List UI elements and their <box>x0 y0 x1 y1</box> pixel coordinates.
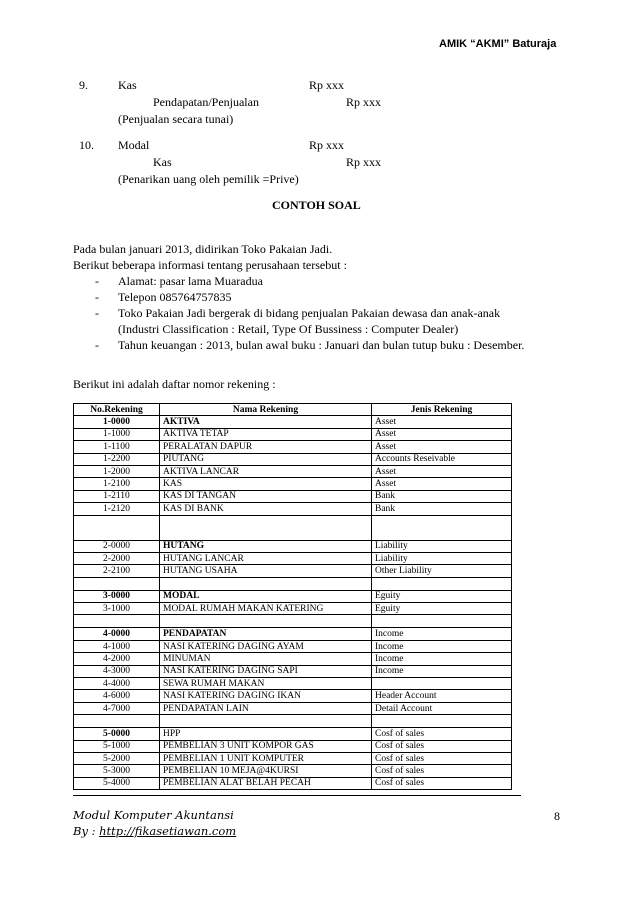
account-number: 4-1000 <box>74 640 160 652</box>
table-spacer-row <box>74 715 512 728</box>
credit-amount: Rp xxx <box>346 155 382 169</box>
account-number: 4-6000 <box>74 690 160 702</box>
account-number: 3-1000 <box>74 603 160 615</box>
table-row <box>74 690 512 702</box>
account-number: 2-2000 <box>74 552 160 564</box>
account-number: 4-7000 <box>74 702 160 714</box>
table-row <box>74 428 512 440</box>
account-name: SEWA RUMAH MAKAN <box>160 678 372 690</box>
account-name: HUTANG LANCAR <box>160 552 372 564</box>
bullet-marker: - <box>95 306 99 320</box>
account-number: 2-0000 <box>74 540 160 552</box>
account-type: Cosf of sales <box>372 765 512 777</box>
account-name: MINUMAN <box>160 653 372 665</box>
bullet-classification: (Industri Classification : Retail, Type Of Bussiness : Computer Dealer) <box>118 322 459 336</box>
account-type: Header Account <box>372 690 512 702</box>
account-name: PEMBELIAN 1 UNIT KOMPUTER <box>160 752 372 764</box>
account-number: 5-4000 <box>74 777 160 789</box>
account-type: Liability <box>372 540 512 552</box>
table-row <box>74 665 512 677</box>
account-number: 1-2120 <box>74 503 160 515</box>
table-row <box>74 603 512 615</box>
section-title: CONTOH SOAL <box>272 198 361 212</box>
account-type: Income <box>372 665 512 677</box>
bullet-marker: - <box>95 338 99 352</box>
table-spacer-row <box>74 515 512 540</box>
table-row <box>74 728 512 740</box>
account-type: Income <box>372 653 512 665</box>
account-name: AKTIVA LANCAR <box>160 465 372 477</box>
account-name: PIUTANG <box>160 453 372 465</box>
account-type <box>372 678 512 690</box>
table-row <box>74 540 512 552</box>
entry-note: (Penarikan uang oleh pemilik =Prive) <box>118 172 299 186</box>
table-row <box>74 565 512 577</box>
account-type: Asset <box>372 416 512 428</box>
table-row <box>74 503 512 515</box>
account-name: PEMBELIAN 10 MEJA@4KURSI <box>160 765 372 777</box>
account-name: AKTIVA TETAP <box>160 428 372 440</box>
account-type: Eguity <box>372 603 512 615</box>
debit-amount: Rp xxx <box>309 138 345 152</box>
table-spacer-row <box>74 577 512 590</box>
account-number: 5-2000 <box>74 752 160 764</box>
table-row <box>74 752 512 764</box>
page-header-title: AMIK “AKMI” Baturaja <box>439 38 557 50</box>
account-number: 4-4000 <box>74 678 160 690</box>
account-number: 1-0000 <box>74 416 160 428</box>
table-row <box>74 765 512 777</box>
account-number: 4-3000 <box>74 665 160 677</box>
account-name: KAS DI TANGAN <box>160 490 372 502</box>
credit-account: Kas <box>153 155 172 169</box>
account-type: Asset <box>372 441 512 453</box>
debit-account: Kas <box>118 78 137 92</box>
table-row <box>74 678 512 690</box>
table-row <box>74 478 512 490</box>
account-number: 1-2110 <box>74 490 160 502</box>
account-name: NASI KATERING DAGING AYAM <box>160 640 372 652</box>
bullet-fiscal-year: Tahun keuangan : 2013, bulan awal buku : Januari dan bulan tutup buku : Desember. <box>118 338 525 352</box>
credit-amount: Rp xxx <box>346 95 382 109</box>
account-name: NASI KATERING DAGING SAPI <box>160 665 372 677</box>
account-type: Cosf of sales <box>372 740 512 752</box>
account-number: 5-0000 <box>74 728 160 740</box>
account-list-intro: Berikut ini adalah daftar nomor rekening : <box>73 377 276 391</box>
column-header: Nama Rekening <box>160 404 372 416</box>
account-type: Eguity <box>372 590 512 602</box>
account-name: HUTANG USAHA <box>160 565 372 577</box>
table-row <box>74 465 512 477</box>
account-number: 1-2200 <box>74 453 160 465</box>
bullet-marker: - <box>95 290 99 304</box>
table-row <box>74 416 512 428</box>
intro-line-2: Berikut beberapa informasi tentang perusahaan tersebut : <box>73 258 347 272</box>
account-name: KAS <box>160 478 372 490</box>
table-row <box>74 640 512 652</box>
account-type: Asset <box>372 465 512 477</box>
column-header: Jenis Rekening <box>372 404 512 416</box>
debit-amount: Rp xxx <box>309 78 345 92</box>
table-header-row <box>74 404 512 416</box>
account-type: Cosf of sales <box>372 728 512 740</box>
account-type: Bank <box>372 490 512 502</box>
bullet-phone: Telepon 085764757835 <box>118 290 232 304</box>
bullet-address: Alamat: pasar lama Muaradua <box>118 274 263 288</box>
account-number: 3-0000 <box>74 590 160 602</box>
account-type: Accounts Reseivable <box>372 453 512 465</box>
account-type: Liability <box>372 552 512 564</box>
table-row <box>74 628 512 640</box>
page-number: 8 <box>554 809 560 823</box>
table-row <box>74 777 512 789</box>
account-number: 5-1000 <box>74 740 160 752</box>
account-type: Income <box>372 628 512 640</box>
account-number: 1-1000 <box>74 428 160 440</box>
account-name: AKTIVA <box>160 416 372 428</box>
account-number: 4-0000 <box>74 628 160 640</box>
credit-account: Pendapatan/Penjualan <box>153 95 259 109</box>
account-type: Detail Account <box>372 702 512 714</box>
account-name: NASI KATERING DAGING IKAN <box>160 690 372 702</box>
table-row <box>74 590 512 602</box>
account-name: PEMBELIAN 3 UNIT KOMPOR GAS <box>160 740 372 752</box>
footer-website-link[interactable]: http://fikasetiawan.com <box>99 824 237 838</box>
table-row <box>74 441 512 453</box>
entry-number: 10. <box>79 138 94 152</box>
table-row <box>74 490 512 502</box>
account-type: Bank <box>372 503 512 515</box>
entry-number: 9. <box>79 78 88 92</box>
table-row <box>74 740 512 752</box>
table-row <box>74 702 512 714</box>
account-name: MODAL RUMAH MAKAN KATERING <box>160 603 372 615</box>
footer-author <box>73 823 236 839</box>
account-name: PENDAPATAN LAIN <box>160 702 372 714</box>
entry-note: (Penjualan secara tunai) <box>118 112 234 126</box>
account-name: PERALATAN DAPUR <box>160 441 372 453</box>
account-number: 1-1100 <box>74 441 160 453</box>
account-number: 1-2100 <box>74 478 160 490</box>
footer-module-title: Modul Komputer Akuntansi <box>73 808 234 822</box>
account-type: Cosf of sales <box>372 752 512 764</box>
account-name: KAS DI BANK <box>160 503 372 515</box>
table-row <box>74 653 512 665</box>
account-number: 1-2000 <box>74 465 160 477</box>
account-name: PEMBELIAN ALAT BELAH PECAH <box>160 777 372 789</box>
account-type: Income <box>372 640 512 652</box>
debit-account: Modal <box>118 138 150 152</box>
table-row <box>74 552 512 564</box>
account-table <box>73 403 512 790</box>
footer-by-label: By : <box>73 824 100 838</box>
bullet-business: Toko Pakaian Jadi bergerak di bidang penjualan Pakaian dewasa dan anak-anak <box>118 306 501 320</box>
account-name: HPP <box>160 728 372 740</box>
bullet-marker: - <box>95 274 99 288</box>
account-type: Asset <box>372 428 512 440</box>
account-type: Cosf of sales <box>372 777 512 789</box>
account-number: 5-3000 <box>74 765 160 777</box>
account-name: PENDAPATAN <box>160 628 372 640</box>
table-spacer-row <box>74 615 512 628</box>
intro-line-1: Pada bulan januari 2013, didirikan Toko Pakaian Jadi. <box>73 242 333 256</box>
column-header: No.Rekening <box>74 404 160 416</box>
table-row <box>74 453 512 465</box>
footer-divider <box>73 795 521 796</box>
account-name: MODAL <box>160 590 372 602</box>
account-number: 4-2000 <box>74 653 160 665</box>
account-name: HUTANG <box>160 540 372 552</box>
account-type: Asset <box>372 478 512 490</box>
account-type: Other Liability <box>372 565 512 577</box>
account-number: 2-2100 <box>74 565 160 577</box>
